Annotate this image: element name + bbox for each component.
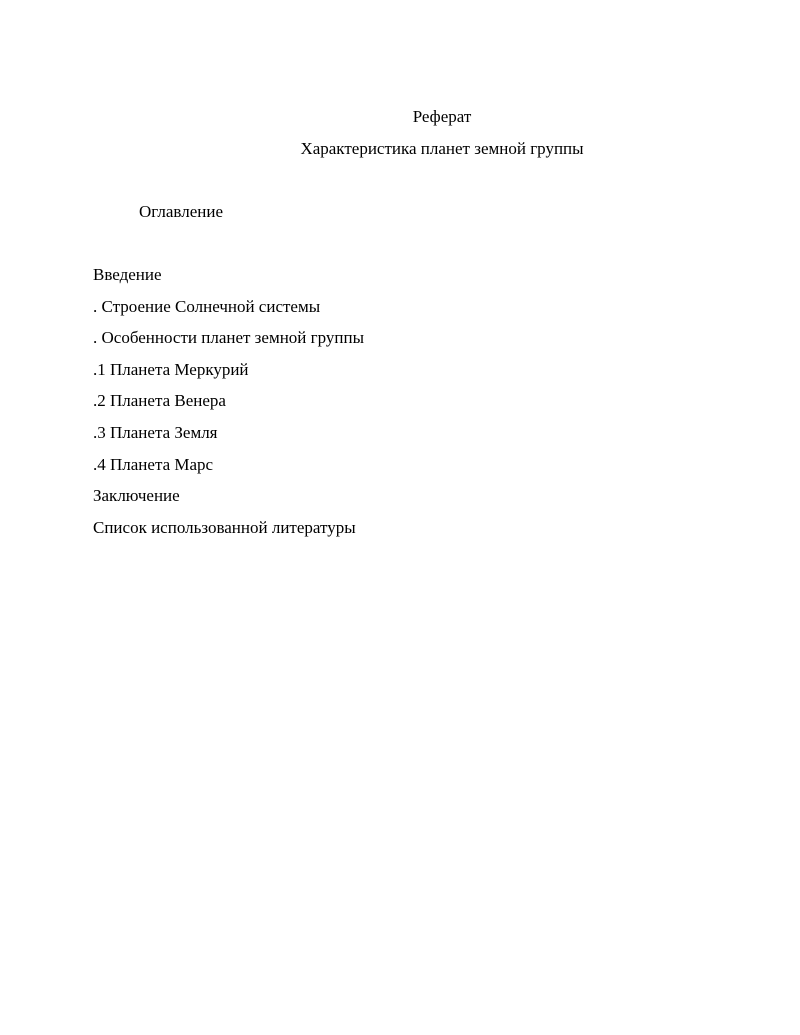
- toc-item-mars: .4 Планета Марс: [93, 454, 214, 474]
- toc-item-references: Список использованной литературы: [93, 517, 356, 537]
- toc-item-earth: .3 Планета Земля: [93, 422, 218, 442]
- table-of-contents: [93, 265, 364, 549]
- document-subtitle: Характеристика планет земной группы: [300, 139, 584, 158]
- toc-item-venus: .2 Планета Венера: [93, 391, 226, 411]
- toc-item-solar-system-structure: . Строение Солнечной системы: [93, 296, 321, 316]
- document-title: Реферат: [412, 107, 472, 126]
- toc-item-conclusion: Заключение: [93, 486, 180, 506]
- toc-item-terrestrial-planets-features: . Особенности планет земной группы: [93, 328, 365, 348]
- toc-item-introduction: Введение: [93, 265, 162, 284]
- toc-heading: Оглавление: [139, 202, 223, 221]
- toc-item-mercury: .1 Планета Меркурий: [93, 359, 249, 379]
